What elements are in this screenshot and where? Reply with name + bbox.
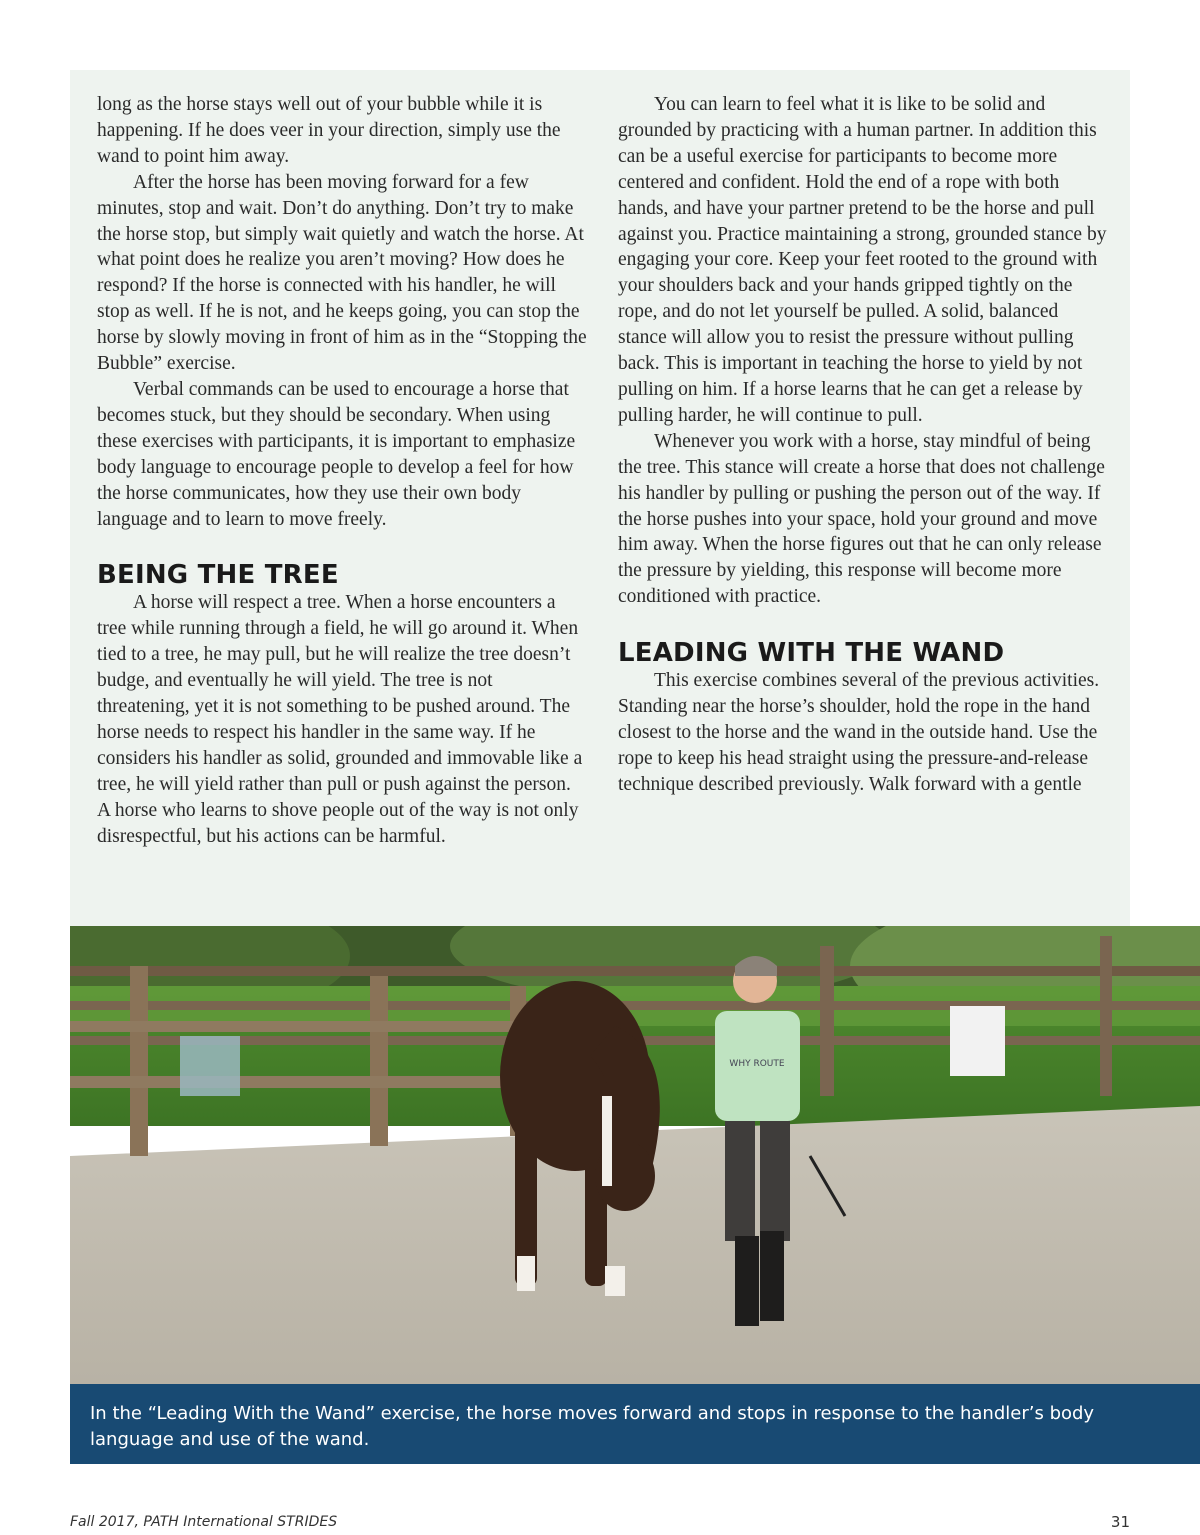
photo-caption: In the “Leading With the Wand” exercise, the horse moves forward and stops in response to the handler’s body language and use of the wand.: [70, 1384, 1200, 1464]
right-column: [618, 92, 1110, 798]
left-column: [97, 92, 587, 849]
svg-text:WHY ROUTE: WHY ROUTE: [729, 1059, 785, 1069]
publication-footer: Fall 2017, PATH International STRIDES: [70, 1514, 338, 1530]
page-number: 31: [1110, 1513, 1130, 1531]
body-paragraph: A horse will respect a tree. When a horse encounters a tree while running through a field, he will go around it. When tied to a tree, he may pull, but he will realize the tree doesn’t budge, and eventually he will yield. The tree is not threatening, yet it is not something to be pushed around. The horse needs to respect his handler in the same way. If he considers his handler as solid, grounded and immovable like a tree, he will yield rather than pull or push against the person. A horse who learns to shove people out of the way is not only disrespectful, but his actions can be harmful.: [97, 592, 583, 847]
body-paragraph: This exercise combines several of the previous activities. Standing near the horse’s shoulder, hold the rope in the hand closest to the horse and the wand in the outside hand. Use the rope to keep his head straight using the pressure-and-release technique described previously. Walk forward with a gentle: [618, 670, 1100, 795]
body-paragraph: After the horse has been moving forward for a few minutes, stop and wait. Don’t do anything. Don’t try to make the horse stop, but simply wait quietly and watch the horse. At what point does he realize you aren’t moving? How does he respond? If the horse is connected with his handler, he will stop as well. If he is not, and he keeps going, you can stop the horse by slowly moving in front of him as in the “Stopping the Bubble” exercise.: [97, 171, 587, 375]
horse-training-photo: [70, 926, 1200, 1384]
section-heading-leading-with-the-wand: LEADING WITH THE WAND: [618, 638, 1005, 669]
body-paragraph: Whenever you work with a horse, stay mindful of being the tree. This stance will create a horse that does not challenge his handler by pulling or pushing the person out of the way. If the horse pushes into your space, hold your ground and move him away. When the horse figures out that he can only release the pressure by yielding, this response will become more conditioned with practice.: [618, 430, 1105, 608]
body-paragraph: Verbal commands can be used to encourage a horse that becomes stuck, but they should be secondary. When using these exercises with participants, it is important to emphasize body language to encourage people to develop a feel for how the horse communicates, how they use their own body language and to learn to move freely.: [97, 378, 576, 530]
section-heading-being-the-tree: BEING THE TREE: [97, 560, 339, 591]
body-paragraph: long as the horse stays well out of your bubble while it is happening. If he does veer in your direction, simply use the wand to point him away.: [97, 94, 561, 167]
body-paragraph: You can learn to feel what it is like to be solid and grounded by practicing with a human partner. In addition this can be a useful exercise for participants to become more centered and confident. Hold the end of a rope with both hands, and have your partner pretend to be the horse and pull against you. Practice maintaining a strong, grounded stance by engaging your core. Keep your feet rooted to the ground with your shoulders back and your hands gripped tightly on the rope, and do not let yourself be pulled. A solid, balanced stance will allow you to resist the pressure without pulling back. This is important in teaching the horse to yield by not pulling on him. If a horse learns that he can get a release by pulling harder, he will continue to pull.: [618, 94, 1107, 426]
